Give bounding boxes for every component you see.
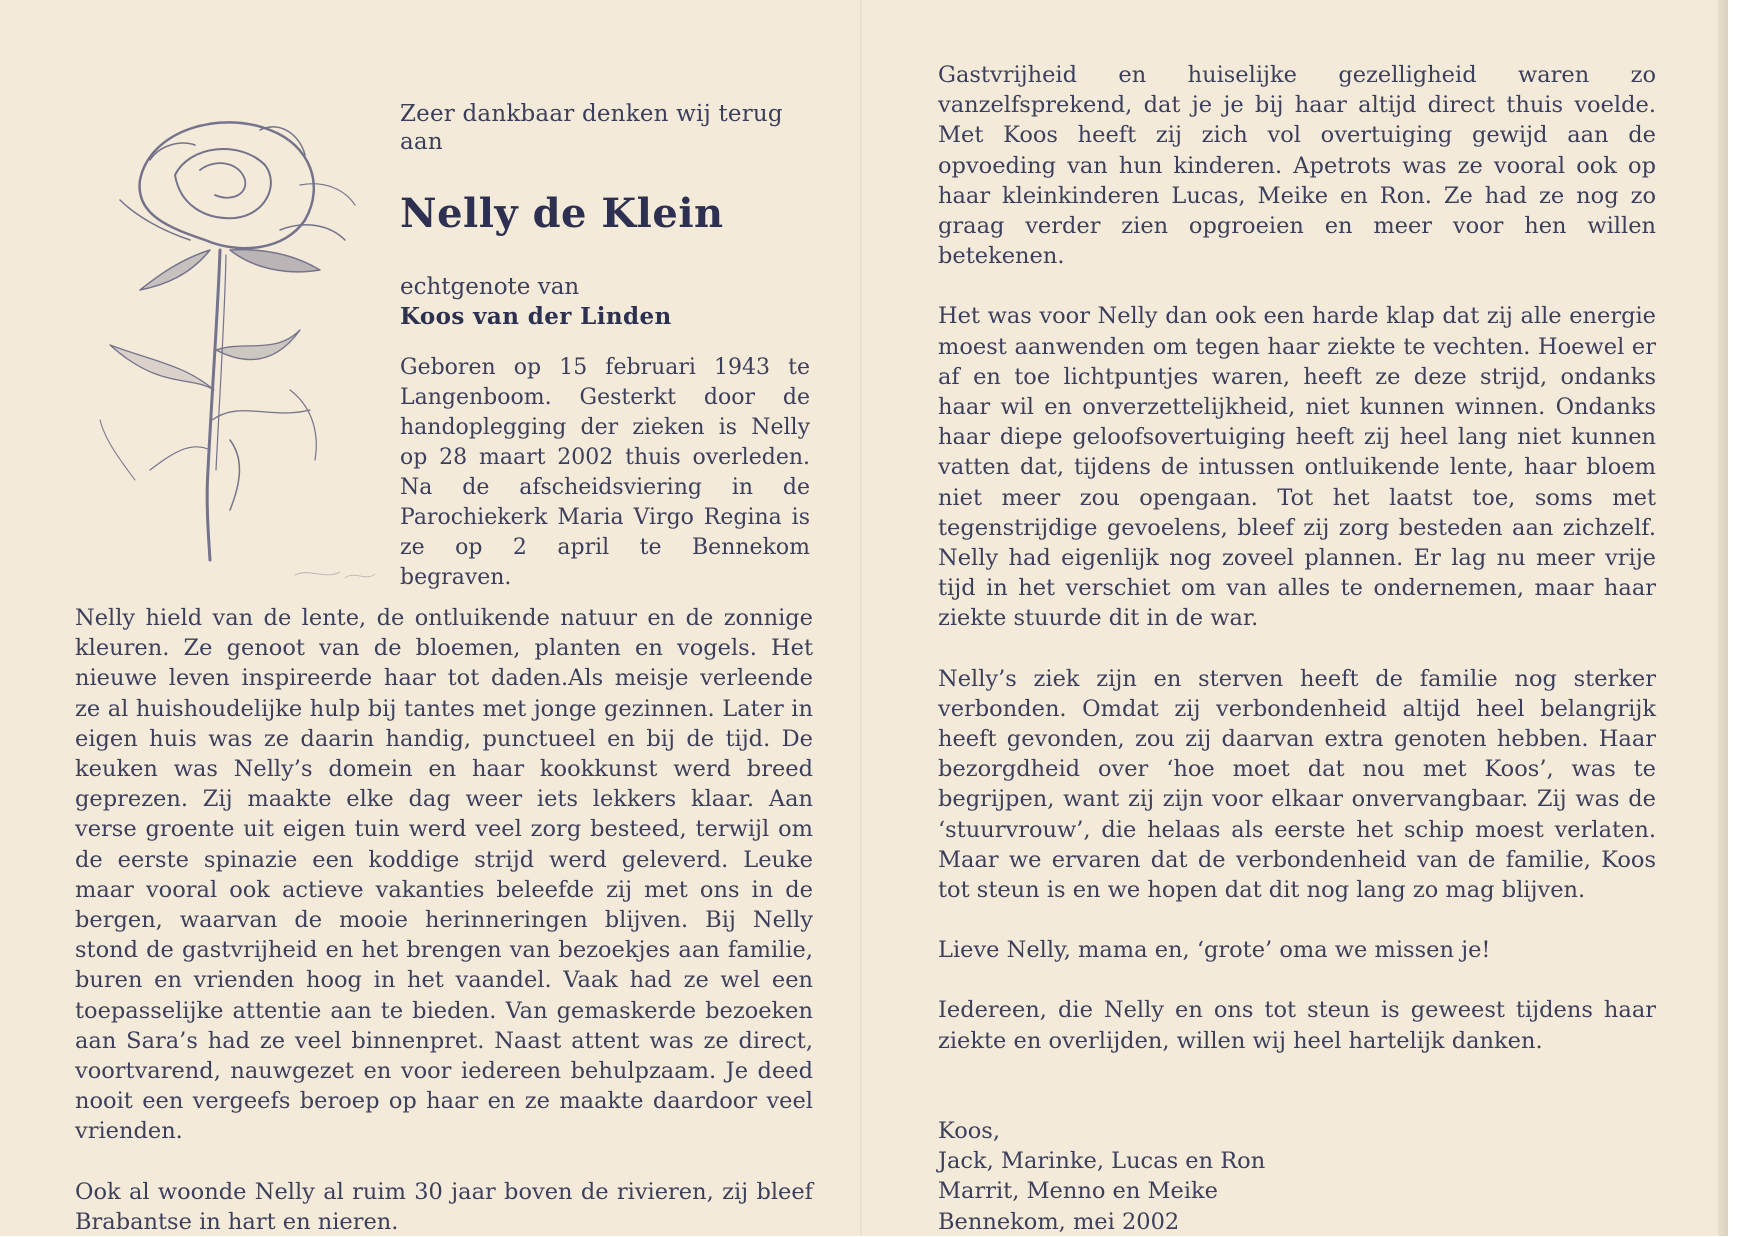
left-paragraph-2: Ook al woonde Nelly al ruim 30 jaar boven de rivieren, zij bleef Brabantse in hart en nieren. bbox=[75, 1178, 813, 1235]
right-paragraph-5: Iedereen, die Nelly en ons tot steun is geweest tijdens haar ziekte en overlijden, willen wij heel hartelijk danken. bbox=[938, 997, 1656, 1054]
card-header bbox=[400, 100, 820, 593]
birth-death-text: Geboren op 15 februari 1943 te Langenboom. Gesterkt door de handoplegging der zieken is Nelly op 28 maart 2002 thuis overleden. Na de afscheidsviering in de Parochiekerk Maria Virgo Regina is ze op 2 april te Bennekom begraven. bbox=[400, 355, 810, 590]
signoff-line: Jack, Marinke, Lucas en Ron bbox=[938, 1148, 1266, 1175]
right-paragraph-4: Lieve Nelly, mama en, ‘grote’ oma we missen je! bbox=[938, 937, 1491, 964]
right-column bbox=[938, 60, 1656, 1237]
rose-drawing-icon bbox=[80, 90, 410, 590]
left-paragraph-1: Nelly hield van de lente, de ontluikende natuur en de zonnige kleuren. Ze genoot van de bloemen, planten en vogels. Het nieuwe leven inspireerde haar tot daden.Als meisje verleende ze al huishoudelijke hulp bij tantes met jonge gezinnen. Later in eigen huis was ze daarin handig, punctueel en bij de tijd. De keuken was Nelly’s domein en haar kookkunst werd breed geprezen. Zij maakte elke dag weer iets lekkers klaar. Aan verse groente uit eigen tuin werd veel zorg besteed, terwijl om de eerste spinazie een koddige strijd werd geleverd. Leuke maar vooral ook actieve vakanties beleefde zij met ons in de bergen, waarvan de mooie herinneringen blijven. Bij Nelly stond de gastvrijheid en het brengen van bezoekjes aan familie, buren en vrienden hoog in het vaandel. Vaak had ze wel een toepasselijke attentie aan te bieden. Van gemaskerde bezoeken aan Sara’s had ze veel binnenpret. Naast attent was ze direct, voortvarend, nauwgezet en voor iedereen behulpzaam. Je deed nooit een vergeefs beroep op haar en ze maakte daardoor veel vrienden. bbox=[75, 605, 813, 1145]
signoff-line: Marrit, Menno en Meike bbox=[938, 1178, 1218, 1205]
right-paragraph-1: Gastvrijheid en huiselijke gezelligheid waren zo vanzelfsprekend, dat je je bij haar altijd direct thuis voelde. Met Koos heeft zij zich vol overtuiging gewijd aan de opvoeding van hun kinderen. Apetrots was ze vooral ook op haar kleinkinderen Lucas, Meike en Ron. Ze had ze nog zo graag verder zien opgroeien en meer voor hen willen betekenen. bbox=[938, 62, 1656, 270]
signoff-line: Bennekom, mei 2002 bbox=[938, 1208, 1180, 1235]
deceased-name: Nelly de Klein bbox=[400, 190, 724, 237]
left-column bbox=[75, 603, 813, 1237]
intro-line: Zeer dankbaar denken wij terug aan bbox=[400, 101, 783, 155]
signoff-line: Koos, bbox=[938, 1117, 1000, 1144]
signoff-block bbox=[938, 1116, 1656, 1237]
right-paragraph-3: Nelly’s ziek zijn en sterven heeft de familie nog sterker verbonden. Omdat zij verbondenheid altijd heel belangrijk heeft gevonden, zou zij daarvan extra genoten hebben. Haar bezorgdheid over ‘hoe moet dat nou met Koos’, was te begrijpen, want zij zijn voor elkaar onvervangbaar. Zij was de ‘stuurvrouw’, die helaas als eerste het schip moest verlaten. Maar we ervaren dat de verbondenheid van de familie, Koos tot steun is en we hopen dat dit nog lang zo mag blijven. bbox=[938, 665, 1656, 904]
card-fold bbox=[860, 0, 862, 1236]
right-paragraph-2: Het was voor Nelly dan ook een harde klap dat zij alle energie moest aanwenden om tegen haar ziekte te vechten. Hoewel er af en toe lichtpuntjes waren, heeft ze deze strijd, ondanks haar wil en onverzettelijkheid, niet kunnen winnen. Ondanks haar diepe geloofsovertuiging heeft zij heel lang niet kunnen vatten dat, tijdens de intussen ontluikende lente, haar bloem niet meer zou opengaan. Tot het laatst toe, soms met tegenstrijdige gevoelens, bleef zij zorg besteden aan zichzelf. Nelly had eigenlijk nog zoveel plannen. Er lag nu meer vrije tijd in het verschiet om van alles te ondernemen, maar haar ziekte stuurde dit in de war. bbox=[938, 303, 1656, 632]
spouse-name: Koos van der Linden bbox=[400, 303, 672, 330]
spouse-label: echtgenote van bbox=[400, 274, 580, 300]
